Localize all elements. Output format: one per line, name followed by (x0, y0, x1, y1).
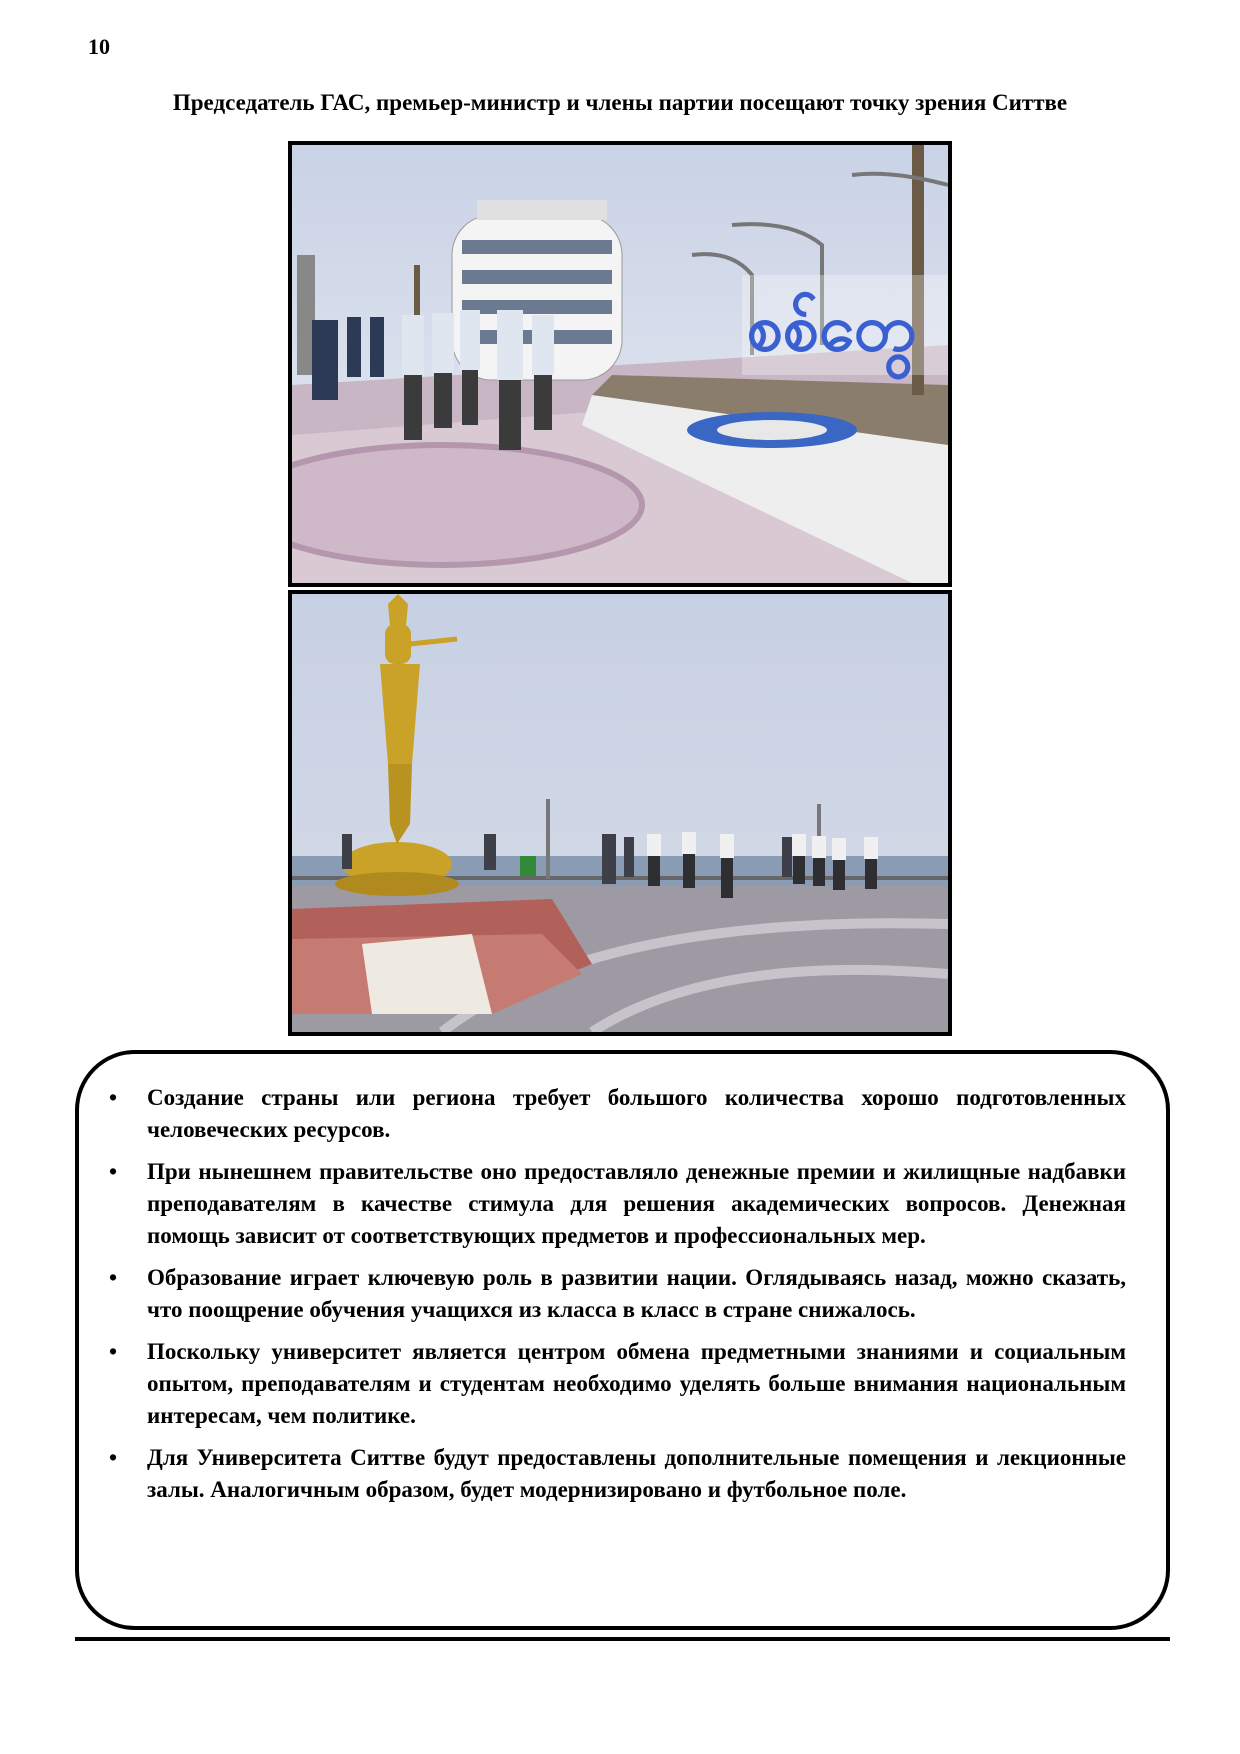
bullet-icon: • (109, 1085, 118, 1110)
key-point-item (109, 1262, 1126, 1326)
key-points-box (75, 1050, 1170, 1630)
key-point-item (109, 1082, 1126, 1146)
page-title: Председатель ГАС, премьер-министр и члены партии посещают точку зрения Ситтве (172, 90, 1068, 115)
key-point-text: При нынешнем правительстве оно предоставляло денежные премии и жилищные надбавки преподавателям в качестве стимула для решения академических вопросов. Денежная помощь зависит от соответствующих предметов и профессиональных мер. (147, 1159, 1126, 1248)
bullet-icon: • (109, 1445, 118, 1470)
key-point-item (109, 1156, 1126, 1252)
page-number: 10 (88, 34, 110, 59)
promenade-walk-illustration (292, 145, 948, 583)
key-point-text: Создание страны или региона требует большого количества хорошо подготовленных человеческих ресурсов. (147, 1085, 1126, 1142)
statue-viewpoint-photo (288, 590, 952, 1036)
bullet-icon: • (109, 1339, 118, 1364)
bullet-icon: • (109, 1265, 118, 1290)
key-point-item (109, 1336, 1126, 1432)
promenade-walk-photo (288, 141, 952, 587)
key-point-text: Образование играет ключевую роль в развитии нации. Оглядываясь назад, можно сказать, что поощрение обучения учащихся из класса в класс в стране снижалось. (147, 1265, 1126, 1322)
key-point-text: Для Университета Ситтве будут предоставлены дополнительные помещения и лекционные залы. Аналогичным образом, будет модернизировано и футбольное поле. (147, 1445, 1126, 1502)
key-points-list (79, 1054, 1166, 1506)
city-sign-text: စစ်တွေ (747, 292, 917, 366)
key-point-text: Поскольку университет является центром обмена предметными знаниями и социальным опытом, преподавателям и студентам необходимо уделять больше внимания национальным интересам, чем политике. (147, 1339, 1126, 1428)
bullet-icon: • (109, 1159, 118, 1184)
footer-rule (75, 1637, 1170, 1641)
statue-viewpoint-illustration (292, 594, 948, 1032)
key-point-item (109, 1442, 1126, 1506)
